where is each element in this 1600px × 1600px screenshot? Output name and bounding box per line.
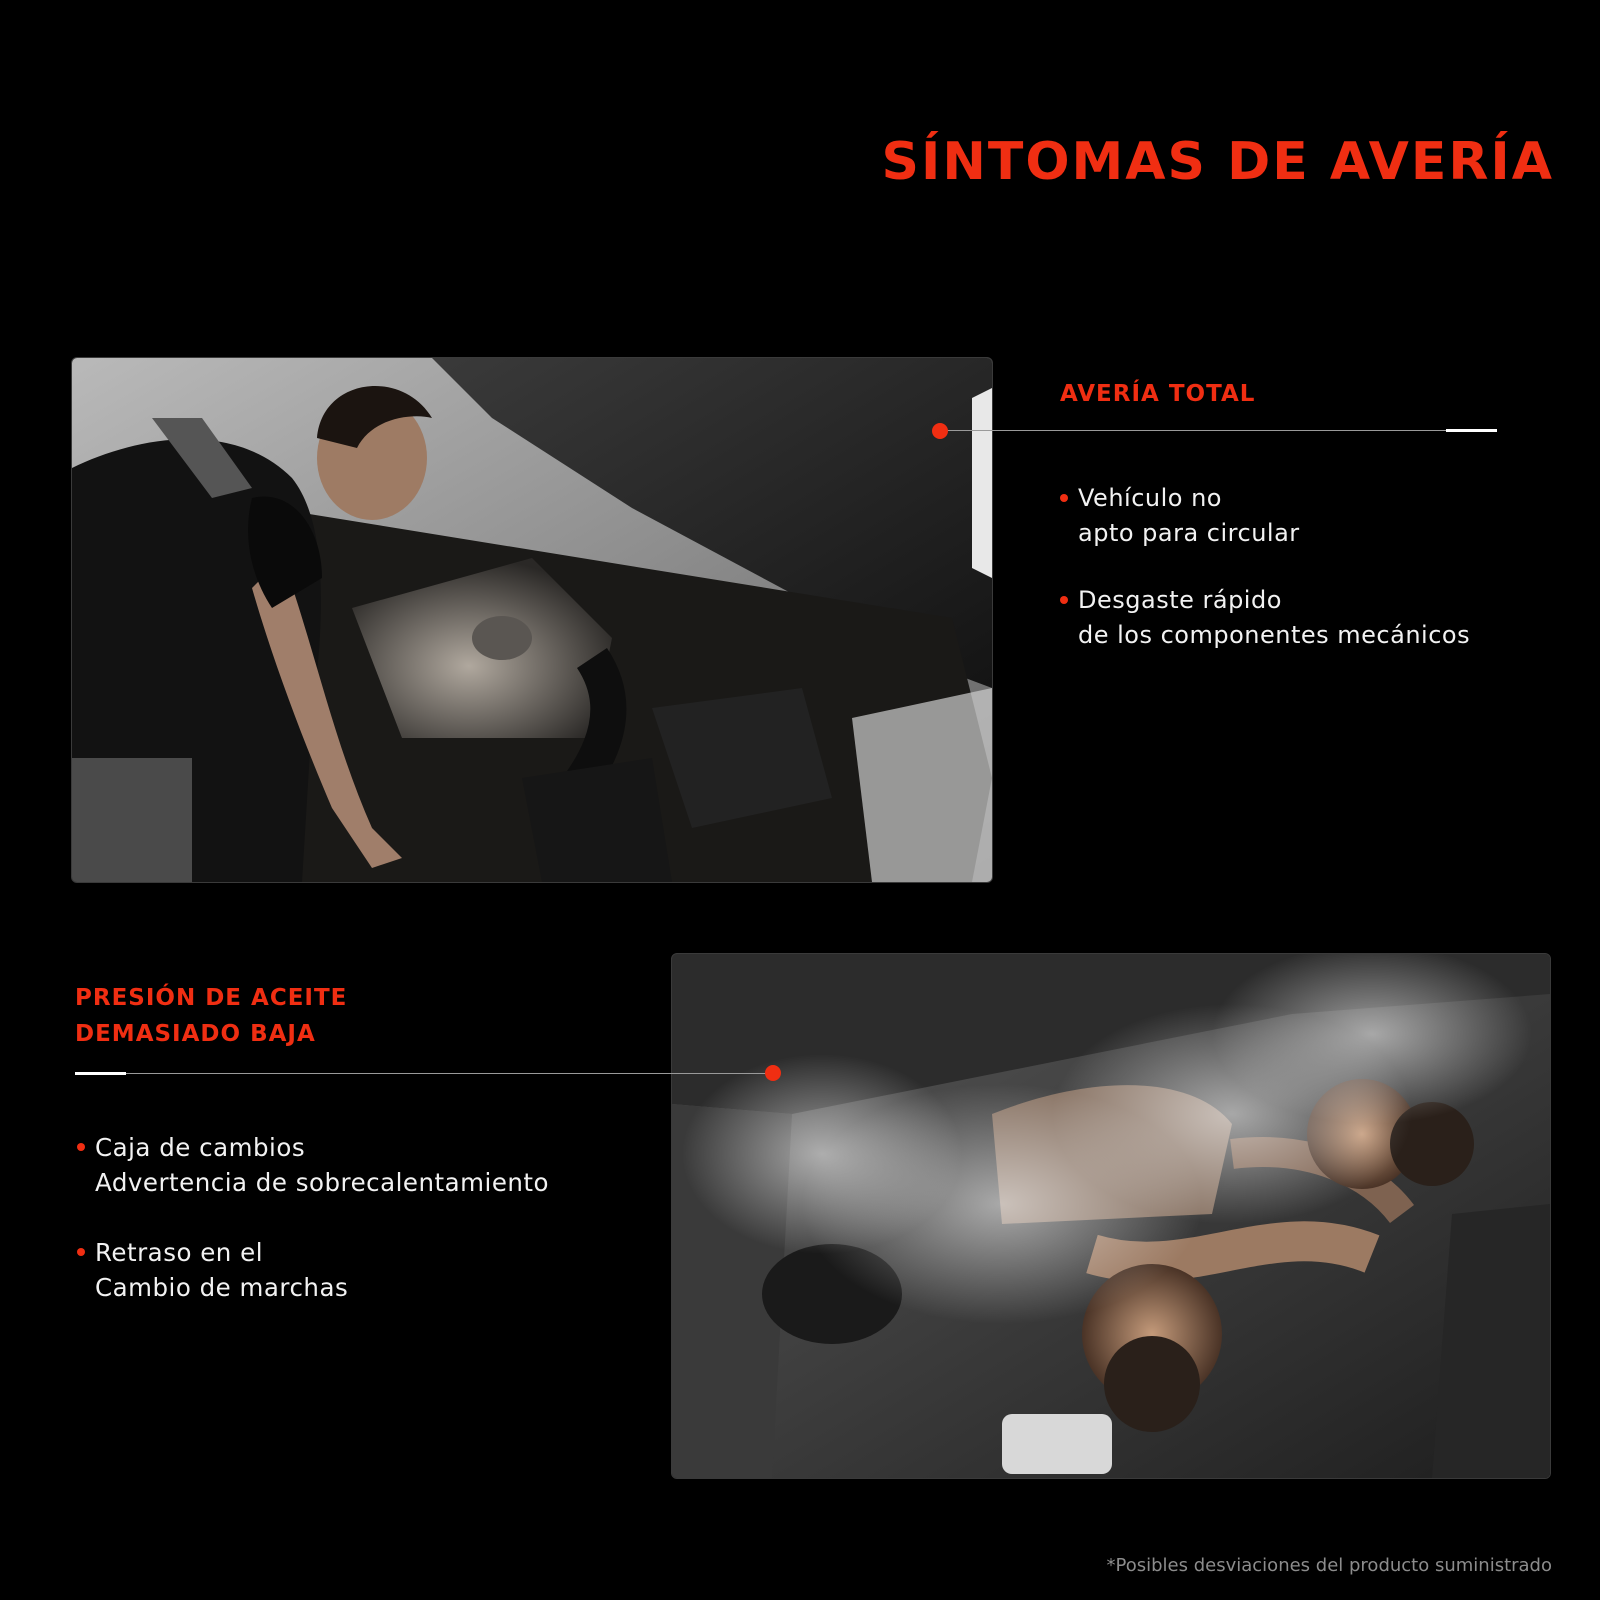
footnote: *Posibles desviaciones del producto suministrado: [1106, 1555, 1552, 1576]
symptom-list-1: [1060, 481, 1470, 685]
connector-accent-2: [75, 1072, 126, 1075]
connector-line-2: [75, 1073, 770, 1074]
symptom-list-2: [77, 1130, 549, 1340]
marker-dot-1: [932, 423, 948, 439]
section-heading-presion-aceite: PRESIÓN DE ACEITE DEMASIADO BAJA: [75, 985, 348, 1047]
list-item: Retraso en el Cambio de marchas: [77, 1235, 549, 1305]
list-item: Caja de cambios Advertencia de sobrecalentamiento: [77, 1130, 549, 1200]
connector-accent-1: [1446, 429, 1497, 432]
page-title: SÍNTOMAS DE AVERÍA: [881, 132, 1554, 192]
mechanic-engine-photo: [71, 357, 993, 883]
list-item: Desgaste rápido de los componentes mecánicos: [1060, 583, 1470, 653]
connector-line-1: [942, 430, 1497, 431]
smoking-engine-photo: [671, 953, 1551, 1479]
section-heading-averia-total: AVERÍA TOTAL: [1060, 381, 1256, 407]
marker-dot-2: [765, 1065, 781, 1081]
list-item: Vehículo no apto para circular: [1060, 481, 1470, 551]
